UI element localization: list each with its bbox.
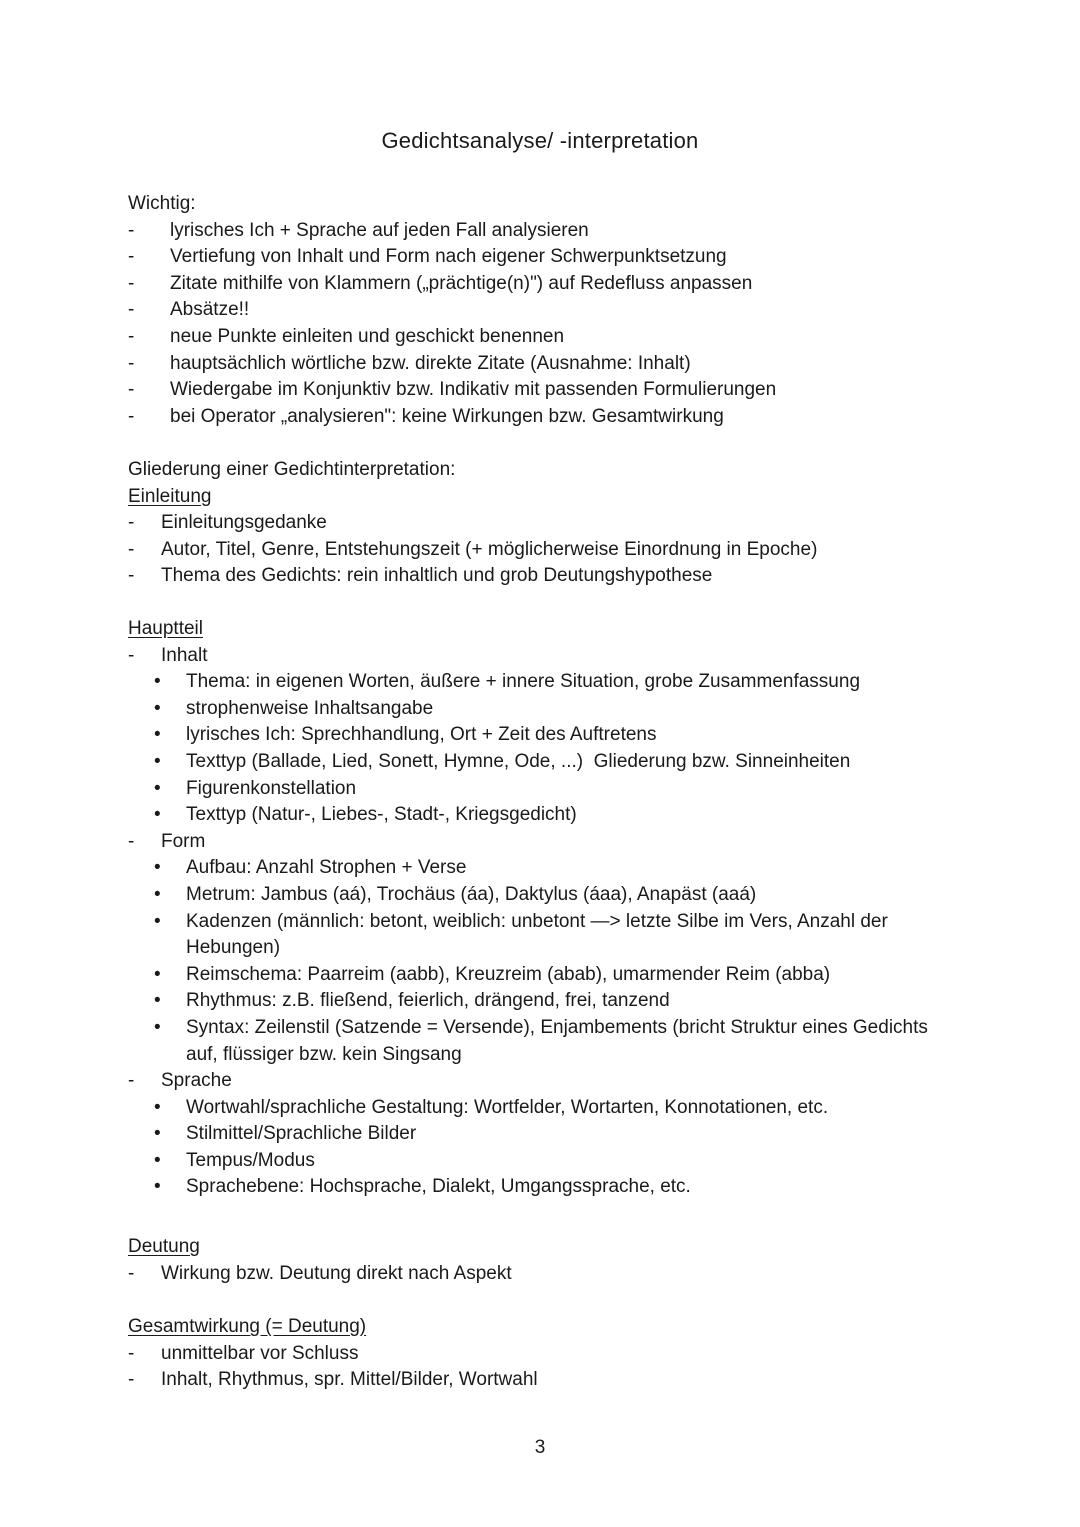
sprache-label: - Sprache: [128, 1070, 232, 1092]
hauptteil-section: [128, 616, 958, 1201]
list-item: • Metrum: Jambus (aá), Trochäus (áa), Daktylus (áaa), Anapäst (aaá): [154, 883, 757, 905]
list-item: - Thema des Gedichts: rein inhaltlich und grob Deutungshypothese: [128, 565, 713, 587]
list-item: • Aufbau: Anzahl Strophen + Verse: [154, 857, 467, 879]
list-item: • strophenweise Inhaltsangabe: [154, 697, 434, 719]
list-item: • Stilmittel/Sprachliche Bilder: [154, 1123, 417, 1145]
list-item: • Texttyp (Ballade, Lied, Sonett, Hymne, Ode, ...) Gliederung bzw. Sinneinheiten: [154, 750, 851, 772]
list-item: • Wortwahl/sprachliche Gestaltung: Wortfelder, Wortarten, Konnotationen, etc.: [154, 1096, 829, 1118]
list-item: - hauptsächlich wörtliche bzw. direkte Zitate (Ausnahme: Inhalt): [128, 352, 691, 374]
list-item: - unmittelbar vor Schluss: [128, 1342, 359, 1364]
list-item: • lyrisches Ich: Sprechhandlung, Ort + Zeit des Auftretens: [154, 724, 657, 746]
einleitung-label: Einleitung: [128, 485, 212, 507]
wichtig-section: [128, 191, 958, 430]
wichtig-heading: Wichtig:: [128, 193, 196, 214]
inhalt-label: - Inhalt: [128, 644, 208, 666]
gesamtwirkung-section: [128, 1314, 958, 1394]
deutung-label: Deutung: [128, 1236, 200, 1257]
list-item: - Vertiefung von Inhalt und Form nach eigener Schwerpunktsetzung: [128, 246, 727, 268]
list-item: - Einleitungsgedanke: [128, 512, 327, 534]
list-item: • Figurenkonstellation: [154, 777, 357, 799]
list-item: - bei Operator „analysieren": keine Wirkungen bzw. Gesamtwirkung: [128, 405, 724, 427]
list-item: • Sprachebene: Hochsprache, Dialekt, Umgangssprache, etc.: [154, 1176, 691, 1198]
deutung-section: [128, 1234, 958, 1287]
list-item: • Reimschema: Paarreim (aabb), Kreuzreim (abab), umarmender Reim (abba): [154, 963, 831, 985]
form-label: - Form: [128, 830, 206, 852]
list-item: • Thema: in eigenen Worten, äußere + innere Situation, grobe Zusammenfassung: [154, 671, 861, 693]
gliederung-section: [128, 457, 958, 590]
list-item: - lyrisches Ich + Sprache auf jeden Fall analysieren: [128, 219, 589, 241]
list-item: - neue Punkte einleiten und geschickt benennen: [128, 325, 565, 347]
hauptteil-label: Hauptteil: [128, 618, 203, 639]
gesamtwirkung-label: Gesamtwirkung (= Deutung): [128, 1316, 367, 1337]
list-item: • Rhythmus: z.B. fließend, feierlich, drängend, frei, tanzend: [154, 990, 670, 1012]
list-item: - Autor, Titel, Genre, Entstehungszeit (+ möglicherweise Einordnung in Epoche): [128, 538, 818, 560]
page-title: Gedichtsanalyse/ -interpretation: [381, 128, 699, 153]
list-item: - Inhalt, Rhythmus, spr. Mittel/Bilder, Wortwahl: [128, 1369, 538, 1391]
list-item: - Zitate mithilfe von Klammern („prächtige(n)") auf Redefluss anpassen: [128, 272, 753, 294]
gliederung-heading: Gliederung einer Gedichtinterpretation:: [128, 459, 456, 480]
list-item: • Tempus/Modus: [154, 1149, 315, 1171]
list-item: - Wirkung bzw. Deutung direkt nach Aspekt: [128, 1262, 512, 1284]
list-item: - Wiedergabe im Konjunktiv bzw. Indikativ mit passenden Formulierungen: [128, 379, 777, 401]
list-item: • Texttyp (Natur-, Liebes-, Stadt-, Kriegsgedicht): [154, 804, 577, 826]
list-item: • Kadenzen (männlich: betont, weiblich: unbetont —> letzte Silbe im Vers, Anzahl der Hebungen): [154, 910, 888, 959]
page-number: 3: [534, 1437, 546, 1458]
list-item: • Syntax: Zeilenstil (Satzende = Versende), Enjambements (bricht Struktur eines Gedichts auf, flüssiger bzw. kein Singsang: [154, 1016, 928, 1065]
list-item: - Absätze!!: [128, 299, 250, 321]
